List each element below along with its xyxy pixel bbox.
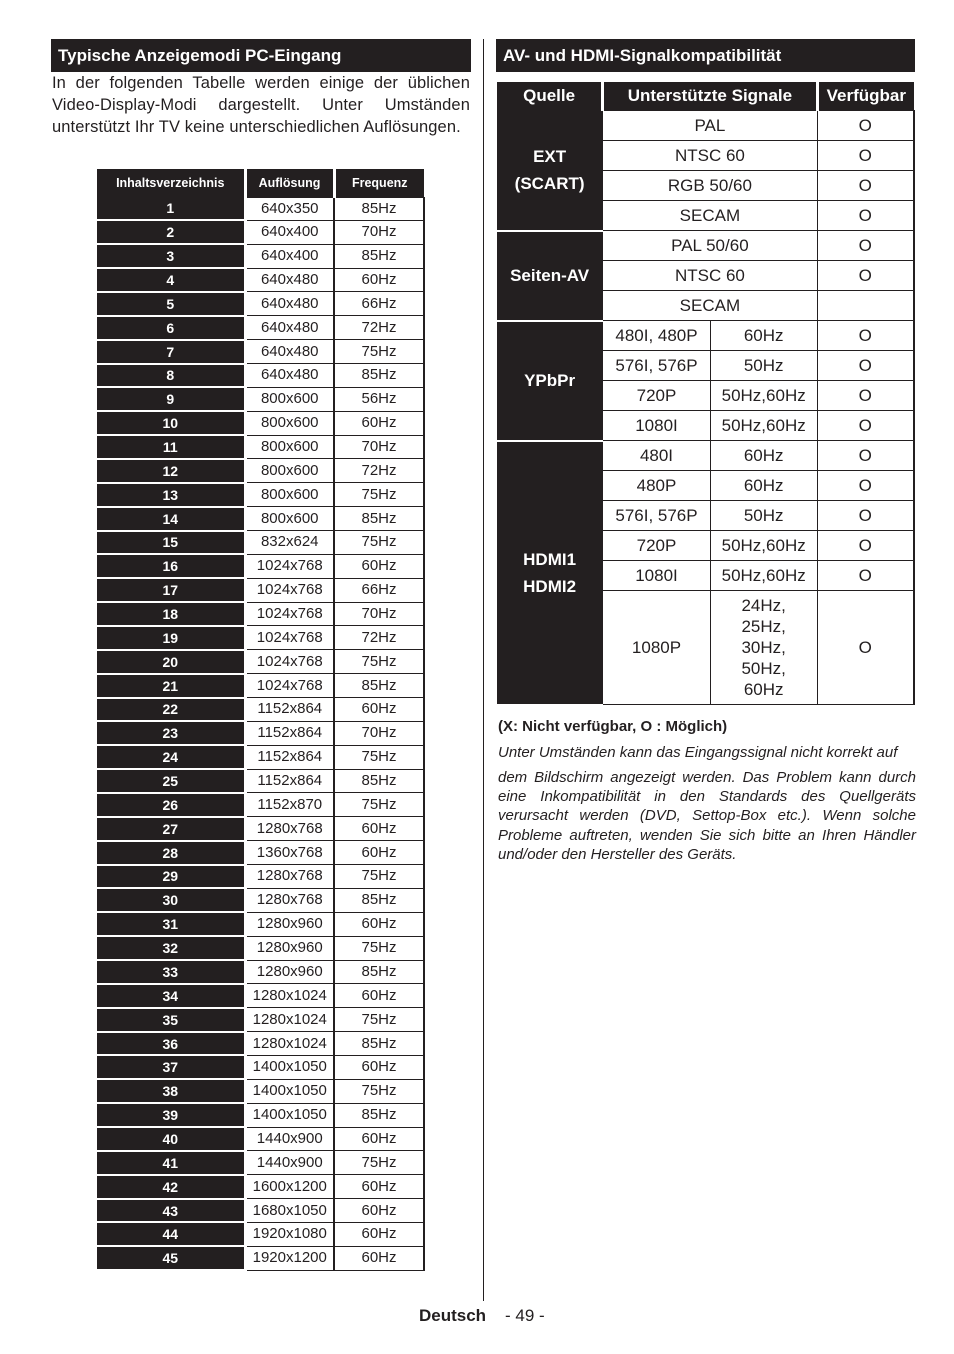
signal-compat-heading: AV- und HDMI-Signalkompatibilität bbox=[496, 39, 915, 72]
table-row bbox=[97, 1103, 424, 1127]
signal-cell: 576I, 576P bbox=[603, 351, 711, 381]
mode-resolution: 1024x768 bbox=[245, 650, 334, 674]
availability-cell: O bbox=[817, 321, 914, 351]
mode-frequency: 70Hz bbox=[334, 721, 424, 745]
mode-resolution: 1280x960 bbox=[245, 912, 334, 936]
table-row bbox=[97, 507, 424, 531]
availability-cell: O bbox=[817, 381, 914, 411]
availability-cell: O bbox=[817, 201, 914, 231]
availability-cell: O bbox=[817, 351, 914, 381]
source-label: HDMI1 bbox=[523, 549, 577, 569]
mode-index: 30 bbox=[97, 888, 245, 912]
mode-resolution: 1920x1200 bbox=[245, 1246, 334, 1270]
mode-resolution: 1360x768 bbox=[245, 841, 334, 865]
table-row bbox=[97, 721, 424, 745]
table-row bbox=[497, 321, 914, 351]
mode-frequency: 75Hz bbox=[334, 1079, 424, 1103]
mode-index: 42 bbox=[97, 1175, 245, 1199]
mode-frequency: 60Hz bbox=[334, 554, 424, 578]
pc-modes-intro: In der folgenden Tabelle werden einige der üblichen Video-Display-Modi dargestellt. Unter Umständen unterstützt Ihr TV keine unterschiedlichen Auflösungen. bbox=[52, 74, 470, 136]
table-row bbox=[497, 441, 914, 471]
mode-frequency: 75Hz bbox=[334, 793, 424, 817]
mode-index: 1 bbox=[97, 198, 245, 221]
mode-resolution: 640x480 bbox=[245, 316, 334, 340]
mode-index: 20 bbox=[97, 650, 245, 674]
frequency-cell bbox=[710, 591, 817, 705]
mode-frequency: 60Hz bbox=[334, 984, 424, 1008]
source-label: HDMI2 bbox=[523, 576, 577, 596]
mode-frequency: 70Hz bbox=[334, 602, 424, 626]
mode-frequency: 72Hz bbox=[334, 459, 424, 483]
table-row bbox=[97, 698, 424, 722]
mode-index: 45 bbox=[97, 1246, 245, 1270]
mode-index: 17 bbox=[97, 578, 245, 602]
availability-cell: O bbox=[817, 591, 914, 705]
table-row bbox=[97, 865, 424, 889]
source-cell bbox=[497, 321, 603, 441]
table-row bbox=[97, 745, 424, 769]
mode-index: 16 bbox=[97, 554, 245, 578]
table-row bbox=[97, 292, 424, 316]
mode-index: 32 bbox=[97, 936, 245, 960]
frequency-cell: 50Hz bbox=[710, 351, 817, 381]
table-row bbox=[97, 244, 424, 268]
column-divider bbox=[483, 39, 484, 1301]
mode-resolution: 640x400 bbox=[245, 244, 334, 268]
signal-cell: 1080P bbox=[603, 591, 711, 705]
mode-frequency: 85Hz bbox=[334, 1103, 424, 1127]
mode-resolution: 1280x1024 bbox=[245, 984, 334, 1008]
source-label: (SCART) bbox=[514, 174, 585, 193]
table-row bbox=[97, 198, 424, 221]
mode-resolution: 1152x864 bbox=[245, 745, 334, 769]
mode-frequency: 72Hz bbox=[334, 316, 424, 340]
mode-resolution: 640x400 bbox=[245, 220, 334, 244]
signal-cell: 480P bbox=[603, 471, 711, 501]
availability-cell bbox=[817, 291, 914, 321]
mode-frequency: 85Hz bbox=[334, 198, 424, 221]
mode-index: 23 bbox=[97, 721, 245, 745]
mode-frequency: 85Hz bbox=[334, 960, 424, 984]
mode-index: 18 bbox=[97, 602, 245, 626]
mode-resolution: 832x624 bbox=[245, 531, 334, 555]
mode-resolution: 1680x1050 bbox=[245, 1199, 334, 1223]
frequency-line: 24Hz, bbox=[741, 596, 786, 615]
frequency-line: 30Hz, bbox=[741, 638, 786, 657]
table-row bbox=[97, 316, 424, 340]
mode-resolution: 1280x768 bbox=[245, 865, 334, 889]
mode-frequency: 75Hz bbox=[334, 483, 424, 507]
signal-cell: 720P bbox=[603, 381, 711, 411]
mode-index: 37 bbox=[97, 1055, 245, 1079]
mode-frequency: 60Hz bbox=[334, 698, 424, 722]
mode-resolution: 800x600 bbox=[245, 435, 334, 459]
availability-cell: O bbox=[817, 261, 914, 291]
mode-frequency: 66Hz bbox=[334, 292, 424, 316]
frequency-cell: 60Hz bbox=[710, 321, 817, 351]
mode-resolution: 1024x768 bbox=[245, 674, 334, 698]
availability-cell: O bbox=[817, 471, 914, 501]
mode-frequency: 75Hz bbox=[334, 936, 424, 960]
mode-index: 33 bbox=[97, 960, 245, 984]
mode-resolution: 640x350 bbox=[245, 198, 334, 221]
availability-cell: O bbox=[817, 111, 914, 141]
mode-resolution: 1400x1050 bbox=[245, 1079, 334, 1103]
mode-index: 21 bbox=[97, 674, 245, 698]
mode-index: 26 bbox=[97, 793, 245, 817]
mode-index: 8 bbox=[97, 364, 245, 388]
table-row bbox=[97, 841, 424, 865]
mode-index: 3 bbox=[97, 244, 245, 268]
mode-resolution: 1152x864 bbox=[245, 769, 334, 793]
mode-index: 22 bbox=[97, 698, 245, 722]
availability-cell: O bbox=[817, 141, 914, 171]
mode-index: 35 bbox=[97, 1008, 245, 1032]
mode-resolution: 800x600 bbox=[245, 483, 334, 507]
mode-frequency: 60Hz bbox=[334, 411, 424, 435]
mode-index: 9 bbox=[97, 387, 245, 411]
column-header-resolution: Auflösung bbox=[245, 169, 334, 198]
table-row bbox=[97, 268, 424, 292]
table-row bbox=[97, 220, 424, 244]
mode-frequency: 85Hz bbox=[334, 769, 424, 793]
source-cell bbox=[497, 231, 603, 321]
mode-resolution: 1152x864 bbox=[245, 698, 334, 722]
table-row bbox=[97, 936, 424, 960]
table-row bbox=[497, 111, 914, 141]
mode-frequency: 60Hz bbox=[334, 1055, 424, 1079]
mode-index: 40 bbox=[97, 1127, 245, 1151]
mode-index: 44 bbox=[97, 1222, 245, 1246]
mode-resolution: 1024x768 bbox=[245, 626, 334, 650]
availability-cell: O bbox=[817, 531, 914, 561]
mode-index: 6 bbox=[97, 316, 245, 340]
mode-frequency: 60Hz bbox=[334, 841, 424, 865]
mode-index: 12 bbox=[97, 459, 245, 483]
mode-frequency: 70Hz bbox=[334, 435, 424, 459]
mode-frequency: 75Hz bbox=[334, 745, 424, 769]
source-label: YPbPr bbox=[524, 371, 576, 390]
mode-resolution: 1152x870 bbox=[245, 793, 334, 817]
mode-frequency: 60Hz bbox=[334, 1199, 424, 1223]
table-row bbox=[97, 340, 424, 364]
signal-cell: NTSC 60 bbox=[603, 261, 817, 291]
table-row bbox=[97, 674, 424, 698]
table-row bbox=[97, 435, 424, 459]
table-row bbox=[97, 769, 424, 793]
table-row bbox=[97, 1175, 424, 1199]
availability-cell: O bbox=[817, 441, 914, 471]
table-row bbox=[97, 817, 424, 841]
table-row bbox=[97, 578, 424, 602]
pc-modes-heading: Typische Anzeigemodi PC-Eingang bbox=[51, 39, 471, 72]
source-cell bbox=[497, 441, 603, 705]
compat-header-row bbox=[497, 82, 914, 111]
mode-frequency: 85Hz bbox=[334, 507, 424, 531]
table-row bbox=[97, 1127, 424, 1151]
frequency-cell: 50Hz,60Hz bbox=[710, 381, 817, 411]
mode-index: 13 bbox=[97, 483, 245, 507]
mode-index: 10 bbox=[97, 411, 245, 435]
signal-cell: PAL 50/60 bbox=[603, 231, 817, 261]
mode-frequency: 66Hz bbox=[334, 578, 424, 602]
mode-index: 38 bbox=[97, 1079, 245, 1103]
mode-index: 29 bbox=[97, 865, 245, 889]
mode-resolution: 1440x900 bbox=[245, 1127, 334, 1151]
column-header-available: Verfügbar bbox=[817, 82, 914, 111]
mode-frequency: 60Hz bbox=[334, 268, 424, 292]
mode-frequency: 75Hz bbox=[334, 865, 424, 889]
mode-frequency: 60Hz bbox=[334, 912, 424, 936]
signal-compat-table bbox=[497, 82, 915, 706]
availability-cell: O bbox=[817, 501, 914, 531]
mode-resolution: 1280x768 bbox=[245, 817, 334, 841]
frequency-cell: 50Hz,60Hz bbox=[710, 561, 817, 591]
mode-resolution: 1024x768 bbox=[245, 554, 334, 578]
mode-frequency: 75Hz bbox=[334, 340, 424, 364]
column-header-source: Quelle bbox=[497, 82, 603, 111]
mode-resolution: 1280x1024 bbox=[245, 1008, 334, 1032]
source-label: Seiten-AV bbox=[510, 266, 590, 285]
mode-frequency: 60Hz bbox=[334, 817, 424, 841]
source-label: EXT bbox=[533, 147, 567, 166]
mode-index: 24 bbox=[97, 745, 245, 769]
table-row bbox=[97, 1151, 424, 1175]
table-row bbox=[97, 602, 424, 626]
availability-cell: O bbox=[817, 411, 914, 441]
table-row bbox=[97, 793, 424, 817]
mode-frequency: 75Hz bbox=[334, 531, 424, 555]
frequency-cell: 60Hz bbox=[710, 441, 817, 471]
mode-frequency: 60Hz bbox=[334, 1246, 424, 1270]
mode-resolution: 640x480 bbox=[245, 292, 334, 316]
mode-resolution: 800x600 bbox=[245, 507, 334, 531]
table-row bbox=[97, 912, 424, 936]
mode-resolution: 640x480 bbox=[245, 340, 334, 364]
table-row bbox=[97, 888, 424, 912]
mode-index: 39 bbox=[97, 1103, 245, 1127]
column-header-index: Inhaltsverzeichnis bbox=[97, 169, 245, 198]
table-row bbox=[97, 1246, 424, 1270]
frequency-cell: 50Hz,60Hz bbox=[710, 531, 817, 561]
mode-frequency: 85Hz bbox=[334, 244, 424, 268]
table-row bbox=[97, 626, 424, 650]
table-row bbox=[97, 960, 424, 984]
mode-frequency: 72Hz bbox=[334, 626, 424, 650]
mode-frequency: 60Hz bbox=[334, 1222, 424, 1246]
signal-note-line1: Unter Umständen kann das Eingangssignal nicht korrekt auf bbox=[498, 744, 898, 761]
signal-cell: 1080I bbox=[603, 411, 711, 441]
table-row bbox=[497, 231, 914, 261]
mode-index: 2 bbox=[97, 220, 245, 244]
mode-resolution: 1920x1080 bbox=[245, 1222, 334, 1246]
table-row bbox=[97, 411, 424, 435]
mode-resolution: 800x600 bbox=[245, 459, 334, 483]
pc-modes-table bbox=[97, 169, 425, 1271]
mode-resolution: 1400x1050 bbox=[245, 1103, 334, 1127]
mode-index: 15 bbox=[97, 531, 245, 555]
table-row bbox=[97, 459, 424, 483]
mode-resolution: 1280x960 bbox=[245, 960, 334, 984]
frequency-cell: 50Hz bbox=[710, 501, 817, 531]
mode-resolution: 1152x864 bbox=[245, 721, 334, 745]
table-row bbox=[97, 1199, 424, 1223]
mode-index: 14 bbox=[97, 507, 245, 531]
signal-cell: SECAM bbox=[603, 201, 817, 231]
signal-cell: PAL bbox=[603, 111, 817, 141]
mode-index: 5 bbox=[97, 292, 245, 316]
signal-note: dem Bildschirm angezeigt werden. Das Problem kann durch eine Inkompatibilität in den Standards des Quellgeräts verursacht werden (DVD, Settop-Box etc.). Wenn solche Probleme auftreten, wenden Sie sich bitte an Ihren Händler und/oder den Hersteller des Geräts. bbox=[498, 769, 916, 863]
table-row bbox=[97, 1032, 424, 1056]
table-row bbox=[97, 984, 424, 1008]
mode-index: 19 bbox=[97, 626, 245, 650]
mode-frequency: 70Hz bbox=[334, 220, 424, 244]
mode-index: 34 bbox=[97, 984, 245, 1008]
signal-cell: 480I, 480P bbox=[603, 321, 711, 351]
availability-legend: (X: Nicht verfügbar, O : Möglich) bbox=[498, 718, 728, 735]
mode-frequency: 75Hz bbox=[334, 650, 424, 674]
mode-resolution: 1280x960 bbox=[245, 936, 334, 960]
signal-cell: 720P bbox=[603, 531, 711, 561]
table-row bbox=[97, 554, 424, 578]
table-row bbox=[97, 1079, 424, 1103]
mode-frequency: 75Hz bbox=[334, 1008, 424, 1032]
signal-cell: NTSC 60 bbox=[603, 141, 817, 171]
mode-resolution: 1400x1050 bbox=[245, 1055, 334, 1079]
mode-resolution: 640x480 bbox=[245, 268, 334, 292]
frequency-line: 25Hz, bbox=[741, 617, 786, 636]
mode-index: 36 bbox=[97, 1032, 245, 1056]
mode-resolution: 800x600 bbox=[245, 387, 334, 411]
mode-resolution: 800x600 bbox=[245, 411, 334, 435]
pc-modes-header-row bbox=[97, 169, 424, 198]
footer-language: Deutsch bbox=[419, 1306, 487, 1325]
frequency-line: 60Hz bbox=[743, 680, 784, 699]
mode-resolution: 1024x768 bbox=[245, 602, 334, 626]
signal-cell: 576I, 576P bbox=[603, 501, 711, 531]
mode-frequency: 85Hz bbox=[334, 888, 424, 912]
table-row bbox=[97, 387, 424, 411]
column-header-signals: Unterstützte Signale bbox=[603, 82, 817, 111]
signal-cell: 1080I bbox=[603, 561, 711, 591]
signal-cell: SECAM bbox=[603, 291, 817, 321]
mode-frequency: 60Hz bbox=[334, 1127, 424, 1151]
mode-index: 25 bbox=[97, 769, 245, 793]
mode-index: 31 bbox=[97, 912, 245, 936]
mode-resolution: 640x480 bbox=[245, 364, 334, 388]
frequency-cell: 60Hz bbox=[710, 471, 817, 501]
availability-cell: O bbox=[817, 561, 914, 591]
mode-index: 7 bbox=[97, 340, 245, 364]
availability-cell: O bbox=[817, 231, 914, 261]
table-row bbox=[97, 531, 424, 555]
table-row bbox=[97, 483, 424, 507]
table-row bbox=[97, 650, 424, 674]
mode-resolution: 1280x1024 bbox=[245, 1032, 334, 1056]
mode-frequency: 60Hz bbox=[334, 1175, 424, 1199]
mode-resolution: 1440x900 bbox=[245, 1151, 334, 1175]
mode-index: 4 bbox=[97, 268, 245, 292]
mode-resolution: 1024x768 bbox=[245, 578, 334, 602]
frequency-line: 50Hz, bbox=[741, 659, 786, 678]
frequency-cell: 50Hz,60Hz bbox=[710, 411, 817, 441]
source-cell bbox=[497, 111, 603, 231]
mode-resolution: 1280x768 bbox=[245, 888, 334, 912]
mode-index: 11 bbox=[97, 435, 245, 459]
mode-index: 41 bbox=[97, 1151, 245, 1175]
availability-cell: O bbox=[817, 171, 914, 201]
mode-index: 27 bbox=[97, 817, 245, 841]
column-header-frequency: Frequenz bbox=[334, 169, 424, 198]
table-row bbox=[97, 1008, 424, 1032]
table-row bbox=[97, 364, 424, 388]
mode-frequency: 85Hz bbox=[334, 1032, 424, 1056]
table-row bbox=[97, 1222, 424, 1246]
page-number: - 49 - bbox=[505, 1306, 545, 1325]
signal-cell: 480I bbox=[603, 441, 711, 471]
mode-frequency: 85Hz bbox=[334, 674, 424, 698]
signal-cell: RGB 50/60 bbox=[603, 171, 817, 201]
mode-index: 28 bbox=[97, 841, 245, 865]
mode-frequency: 75Hz bbox=[334, 1151, 424, 1175]
mode-frequency: 85Hz bbox=[334, 364, 424, 388]
mode-frequency: 56Hz bbox=[334, 387, 424, 411]
table-row bbox=[97, 1055, 424, 1079]
mode-resolution: 1600x1200 bbox=[245, 1175, 334, 1199]
mode-index: 43 bbox=[97, 1199, 245, 1223]
